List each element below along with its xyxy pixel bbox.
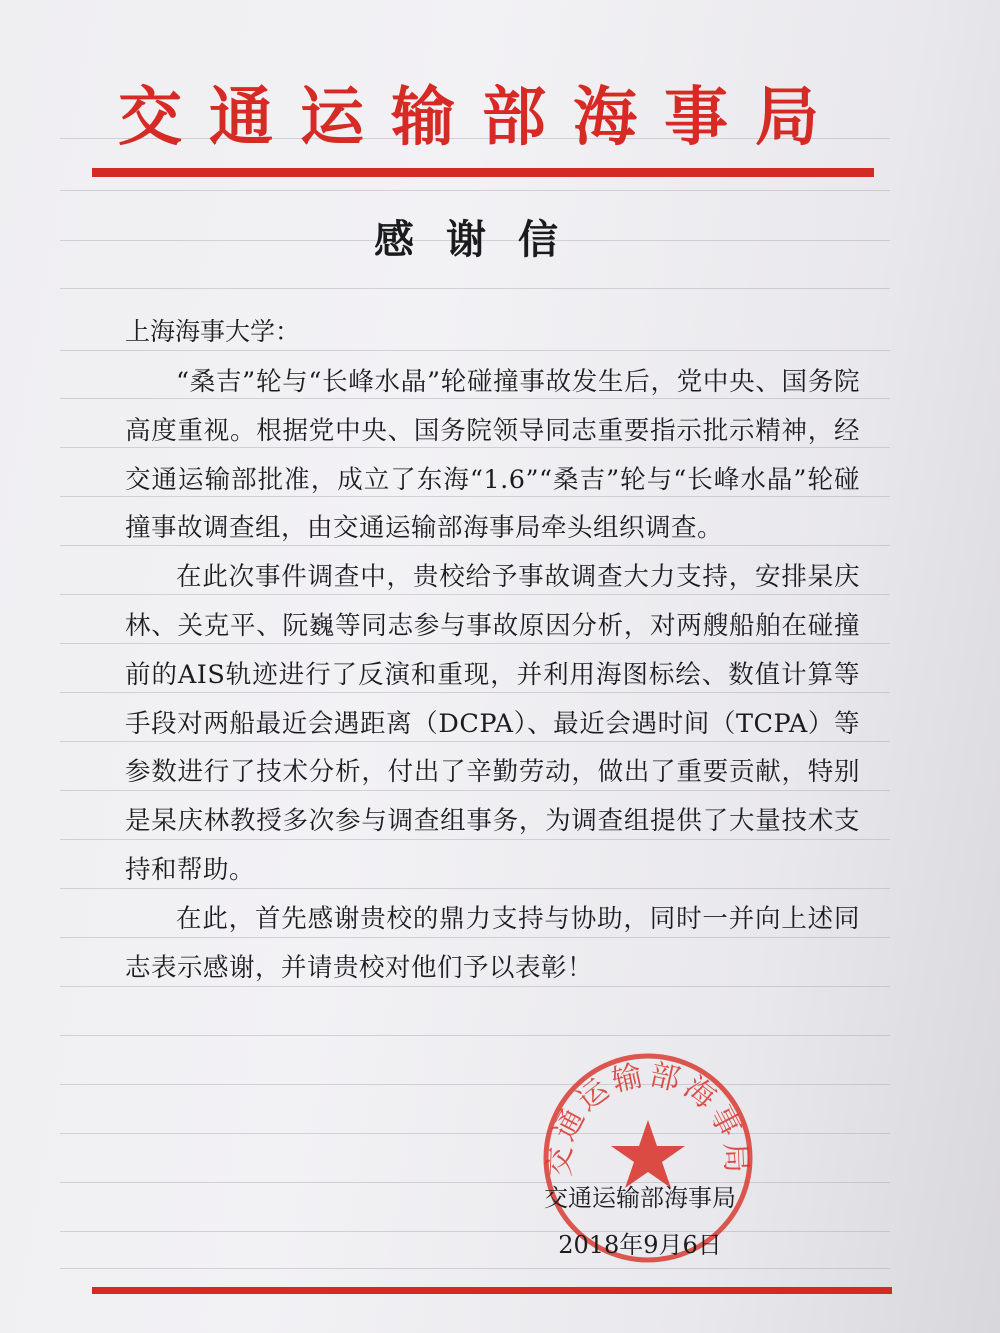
- letterhead-title: 交通运输部海事局: [118, 80, 846, 155]
- seal-text: 交通运输部海事局: [542, 1057, 754, 1178]
- letterhead-red-rule: [92, 168, 874, 177]
- signature-organization: 交通运输部海事局: [544, 1184, 736, 1212]
- seal-star-icon: [611, 1120, 685, 1188]
- document-title: 感谢信: [374, 216, 590, 263]
- letter-body: [125, 358, 860, 992]
- paragraph-2: 在此次事件调查中，贵校给予事故调查大力支持，安排杲庆林、关克平、阮巍等同志参与事故原因分析，对两艘船舶在碰撞前的AIS轨迹进行了反演和重现，并利用海图标绘、数值计算等手段对两船最近会遇距离（DCPA）、最近会遇时间（TCPA）等参数进行了技术分析，付出了辛勤劳动，做出了重要贡献，特别是杲庆林教授多次参与调查组事务，为调查组提供了大量技术支持和帮助。: [125, 562, 860, 885]
- salutation: 上海海事大学：: [125, 317, 301, 346]
- footer-red-rule: [92, 1287, 892, 1294]
- paragraph-3: 在此，首先感谢贵校的鼎力支持与协助，同时一并向上述同志表示感谢，并请贵校对他们予以表彰！: [125, 903, 860, 983]
- paragraph-1: “桑吉”轮与“长峰水晶”轮碰撞事故发生后，党中央、国务院高度重视。根据党中央、国务院领导同志重要指示批示精神，经交通运输部批准，成立了东海“1.6”“桑吉”轮与“长峰水晶”轮碰撞事故调查组，由交通运输部海事局牵头组织调查。: [125, 367, 860, 544]
- signature-date: 2018年9月6日: [558, 1231, 722, 1259]
